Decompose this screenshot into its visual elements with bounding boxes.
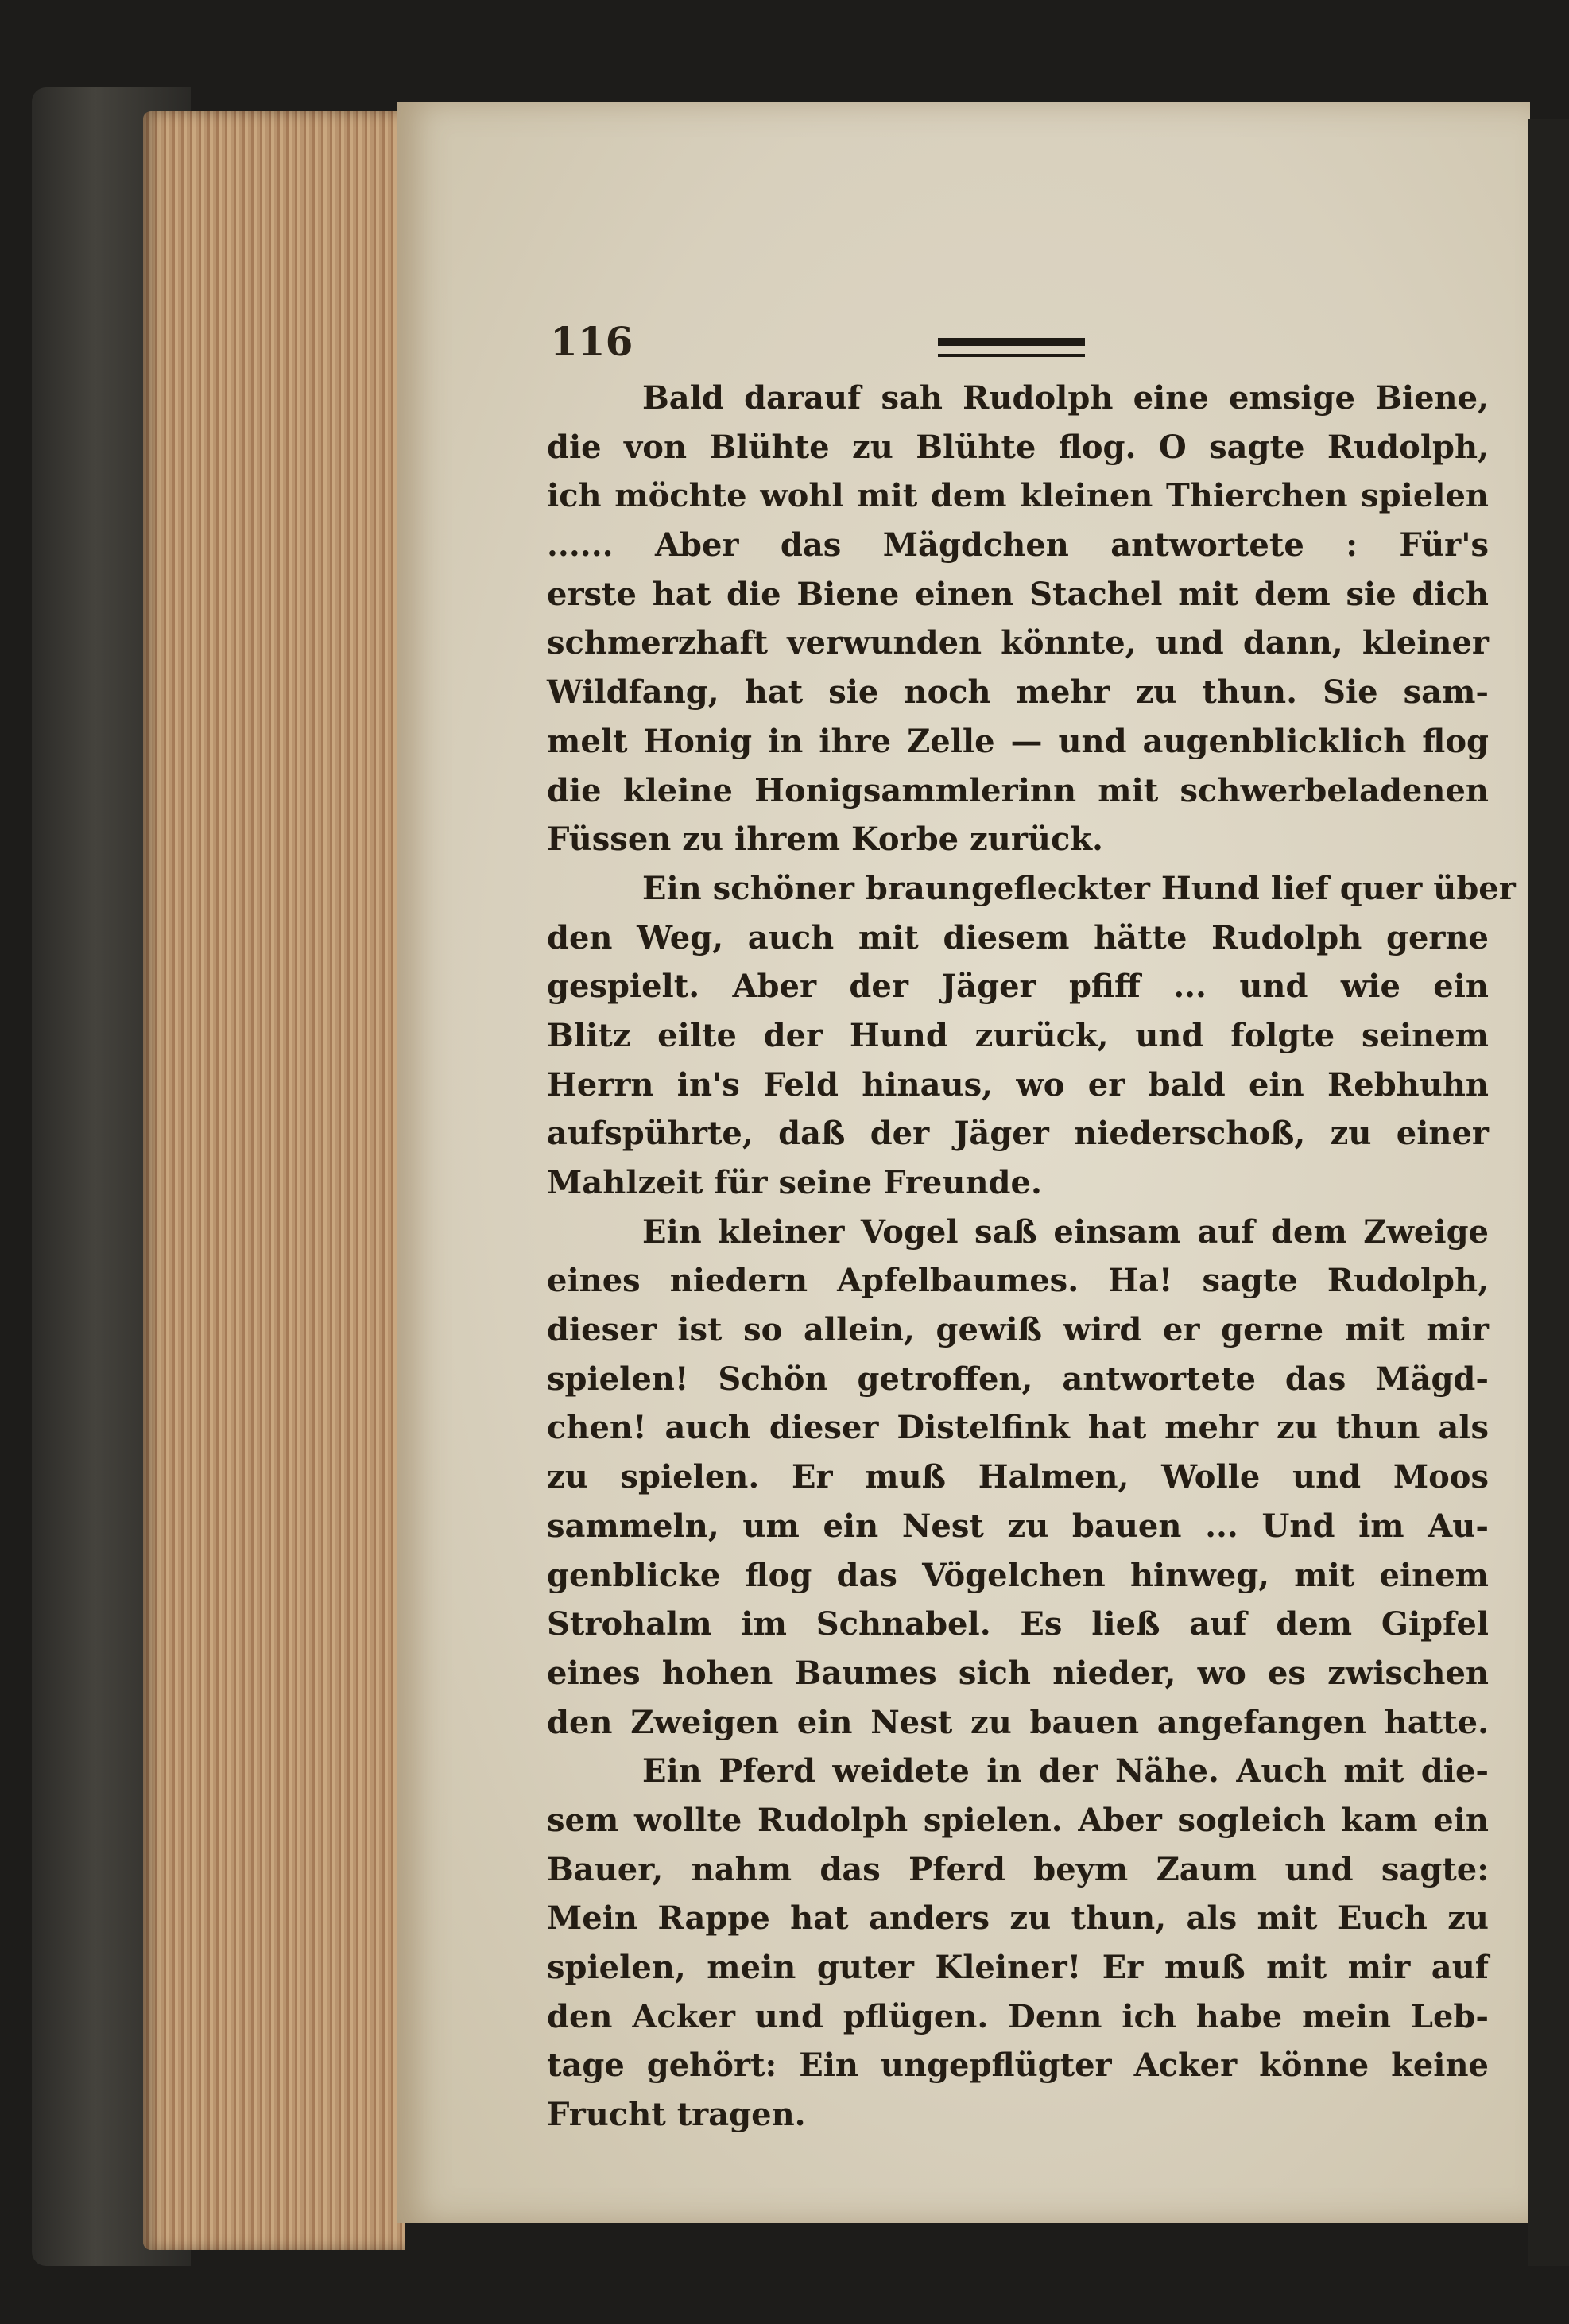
text-line: eines hohen Baumes sich nieder, wo es zwischen [547,1654,1489,1692]
text-line: tage gehört: Ein ungepflügter Acker könne keine [547,2047,1489,2085]
text-line: Strohalm im Schnabel. Es ließ auf dem Gipfel [547,1605,1489,1643]
text-line: Füssen zu ihrem Korbe zurück. [547,821,1103,859]
page-edges [143,111,405,2250]
text-line: den Weg, auch mit diesem hätte Rudolph gerne [547,918,1489,956]
text-line: dieser ist so allein, gewiß wird er gerne mit mir [547,1311,1489,1349]
text-line: gespielt. Aber der Jäger pfiff ... und wie ein [547,968,1489,1006]
text-line: sem wollte Rudolph spielen. Aber sogleich kam ein [547,1801,1489,1839]
text-line: genblicke flog das Vögelchen hinweg, mit einem [547,1556,1489,1594]
text-line: Frucht tragen. [547,2096,806,2134]
text-line: Herrn in's Feld hinaus, wo er bald ein Rebhuhn [547,1065,1489,1104]
paragraph [547,864,1516,1208]
text-line: Bald darauf sah Rudolph eine emsige Biene, [642,379,1489,417]
text-line: sammeln, um ein Nest zu bauen ... Und im Au- [547,1507,1489,1545]
text-line: Wildfang, hat sie noch mehr zu thun. Sie sam- [547,673,1489,712]
text-line: Mein Rappe hat anders zu thun, als mit Euch zu [547,1899,1489,1938]
text-line: erste hat die Biene einen Stachel mit dem sie dich [547,575,1489,613]
text-line: die von Blühte zu Blühte flog. O sagte Rudolph, [547,428,1489,466]
text-line: zu spielen. Er muß Halmen, Wolle und Moos [547,1458,1489,1496]
text-line: melt Honig in ihre Zelle — und augenblicklich flog [547,722,1489,760]
header-ornament-rule [938,338,1085,357]
text-line: Ein Pferd weidete in der Nähe. Auch mit die- [642,1752,1489,1791]
gutter-shadow [1528,119,1569,2266]
page-number: 116 [550,318,633,365]
text-line: Ein kleiner Vogel saß einsam auf dem Zweige [642,1212,1489,1251]
text-line: aufspührte, daß der Jäger niederschoß, zu einer [547,1115,1489,1153]
text-line: den Zweigen ein Nest zu bauen angefangen hatte. [547,1703,1489,1741]
text-line: Blitz eilte der Hund zurück, und folgte seinem [547,1016,1489,1054]
text-line: ...... Aber das Mägdchen antwortete : Für's [547,526,1489,565]
body-text [547,374,1516,2140]
text-line: die kleine Honigsammlerinn mit schwerbeladenen [547,771,1489,809]
paragraph [547,1208,1489,1748]
text-line: den Acker und pflügen. Denn ich habe mein Leb- [547,1997,1489,2035]
text-line: spielen, mein guter Kleiner! Er muß mit mir auf [547,1949,1489,1986]
text-line: eines niedern Apfelbaumes. Ha! sagte Rudolph, [547,1262,1489,1300]
text-line: chen! auch dieser Distelfink hat mehr zu thun als [547,1409,1489,1447]
text-line: Bauer, nahm das Pferd beym Zaum und sagte: [547,1850,1489,1888]
paragraph [547,1747,1489,2140]
paragraph [547,374,1489,864]
text-line: ich möchte wohl mit dem kleinen Thierchen spielen [547,477,1489,515]
text-line: schmerzhaft verwunden könnte, und dann, kleiner [547,624,1489,662]
text-line: spielen! Schön getroffen, antwortete das Mägd- [547,1360,1489,1398]
text-line: Mahlzeit für seine Freunde. [547,1164,1042,1201]
text-line: Ein schöner braungefleckter Hund lief quer über [642,869,1516,907]
